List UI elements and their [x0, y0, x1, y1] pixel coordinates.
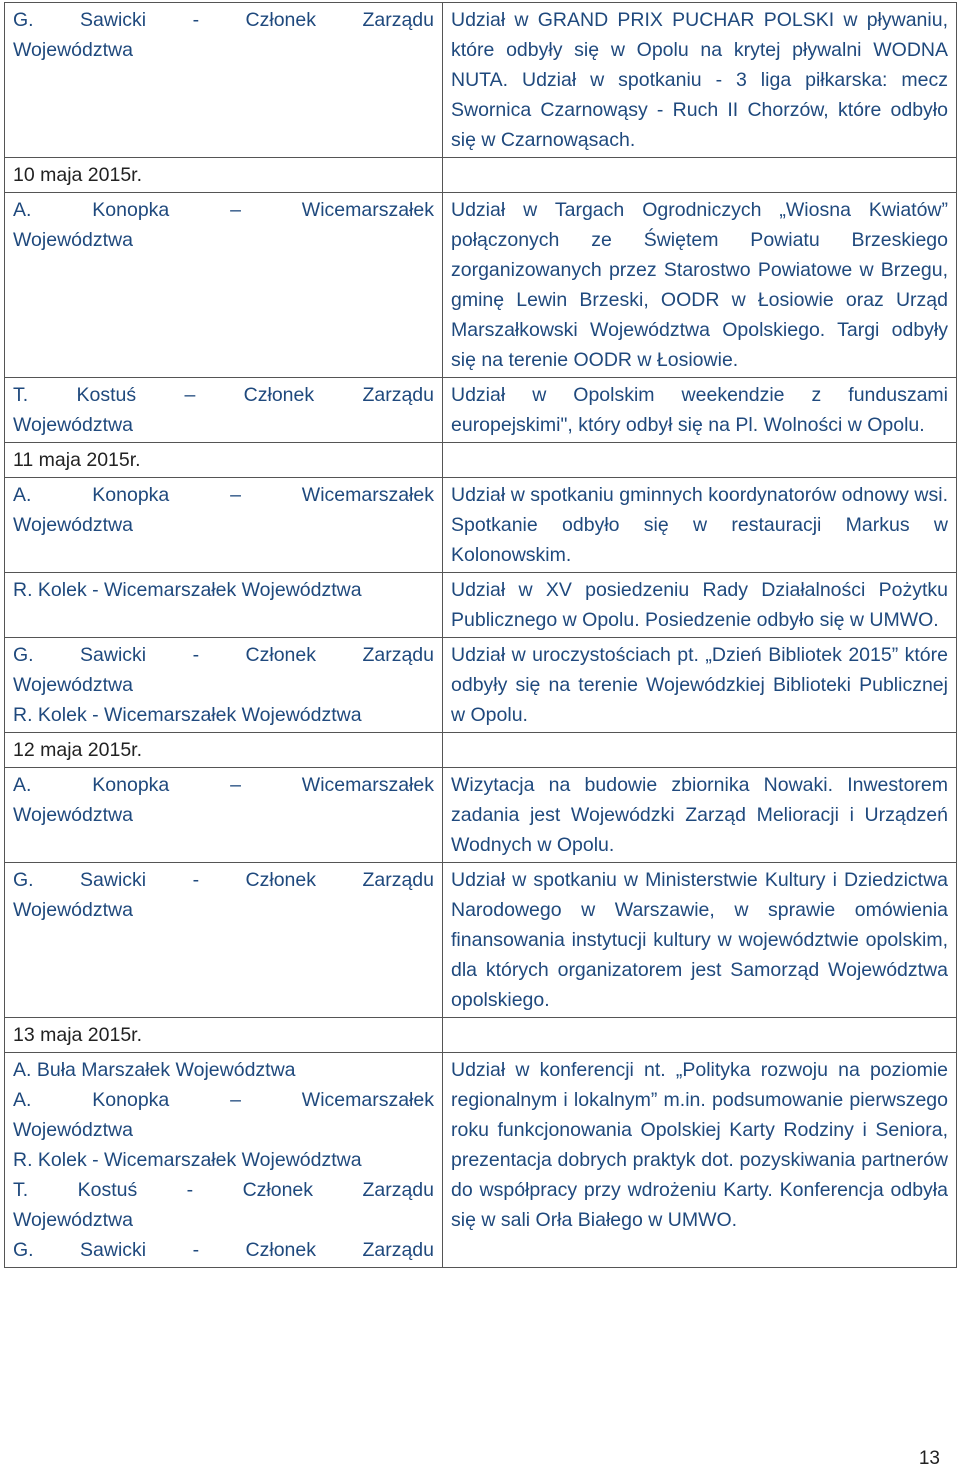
participant-line: G. Sawicki - Członek Zarządu — [13, 1239, 434, 1261]
event-description-cell: Udział w Opolskim weekendzie z funduszami europejskimi", który odbył się na Pl. Wolności w Opolu. — [443, 378, 957, 443]
participant-line: A. Konopka – Wicemarszałek — [13, 484, 434, 506]
participant-line: T. Kostuś - Członek Zarządu — [13, 1179, 434, 1201]
participant-line: Województwa — [13, 899, 133, 921]
event-description-cell: Udział w GRAND PRIX PUCHAR POLSKI w pływaniu, które odbyły się w Opolu na krytej pływalni WODNA NUTA. Udział w spotkaniu - 3 liga piłkarska: mecz Swornica Czarnowąsy - Ruch II Chorzów, które odbyło się w Czarnowąsach. — [443, 3, 957, 158]
participant-line: A. Konopka – Wicemarszałek — [13, 774, 434, 796]
page-number: 13 — [918, 1448, 940, 1469]
participant-line: A. Buła Marszałek Województwa — [13, 1059, 296, 1081]
entry-row — [5, 768, 957, 863]
participant-line: R. Kolek - Wicemarszałek Województwa — [13, 704, 362, 726]
event-description-cell: Udział w spotkaniu w Ministerstwie Kultury i Dziedzictwa Narodowego w Warszawie, w sprawie omówienia finansowania instytucji kultury w województwie opolskim, dla których organizatorem jest Samorząd Województwa opolskiego. — [443, 863, 957, 1018]
participant-line: R. Kolek - Wicemarszałek Województwa — [13, 579, 362, 601]
date-cell: 11 maja 2015r. — [5, 443, 443, 478]
empty-cell — [443, 1018, 957, 1053]
date-row — [5, 733, 957, 768]
participant-line: Województwa — [13, 1119, 133, 1141]
participant-line: T. Kostuś – Członek Zarządu — [13, 384, 434, 406]
schedule-body — [5, 3, 957, 1268]
participant-line: A. Konopka – Wicemarszałek — [13, 1089, 434, 1111]
event-description-cell: Udział w konferencji nt. „Polityka rozwoju na poziomie regionalnym i lokalnym” m.in. podsumowanie pierwszego roku funkcjonowania Opolskiej Karty Rodziny i Seniora, prezentacja dobrych praktyk dot. pozyskiwania partnerów do współpracy przy wdrożeniu Karty. Konferencja odbyła się w sali Orła Białego w UMWO. — [443, 1053, 957, 1268]
participant-line: A. Konopka – Wicemarszałek — [13, 199, 434, 221]
entry-row — [5, 478, 957, 573]
empty-cell — [443, 158, 957, 193]
entry-row — [5, 1053, 957, 1268]
date-row — [5, 1018, 957, 1053]
empty-cell — [443, 733, 957, 768]
entry-row — [5, 863, 957, 1018]
participants-cell — [5, 638, 443, 733]
participant-line: R. Kolek - Wicemarszałek Województwa — [13, 1149, 362, 1171]
entry-row — [5, 3, 957, 158]
event-description-cell: Udział w spotkaniu gminnych koordynatorów odnowy wsi. Spotkanie odbyło się w restauracji Markus w Kolonowskim. — [443, 478, 957, 573]
participant-line: Województwa — [13, 514, 133, 536]
entry-row — [5, 573, 957, 638]
entry-row — [5, 378, 957, 443]
participants-cell — [5, 193, 443, 378]
participants-cell — [5, 478, 443, 573]
event-description-cell: Udział w XV posiedzeniu Rady Działalności Pożytku Publicznego w Opolu. Posiedzenie odbyło się w UMWO. — [443, 573, 957, 638]
participant-line: Województwa — [13, 804, 133, 826]
participant-line: G. Sawicki - Członek Zarządu — [13, 9, 434, 31]
participants-cell — [5, 3, 443, 158]
event-description-cell: Udział w Targach Ogrodniczych „Wiosna Kwiatów” połączonych ze Świętem Powiatu Brzeskiego zorganizowanych przez Starostwo Powiatowe w Brzegu, gminę Lewin Brzeski, OODR w Łosiowie oraz Urząd Marszałkowski Województwa Opolskiego. Targi odbyły się na terenie OODR w Łosiowie. — [443, 193, 957, 378]
empty-cell — [443, 443, 957, 478]
participants-cell — [5, 1053, 443, 1268]
participants-cell — [5, 768, 443, 863]
schedule-table — [4, 2, 957, 1268]
participants-cell — [5, 378, 443, 443]
date-row — [5, 443, 957, 478]
participant-line: G. Sawicki - Członek Zarządu — [13, 869, 434, 891]
date-cell: 10 maja 2015r. — [5, 158, 443, 193]
participants-cell — [5, 863, 443, 1018]
entry-row — [5, 638, 957, 733]
date-cell: 13 maja 2015r. — [5, 1018, 443, 1053]
participant-line: Województwa — [13, 414, 133, 436]
participant-line: Województwa — [13, 1209, 133, 1231]
event-description-cell: Wizytacja na budowie zbiornika Nowaki. Inwestorem zadania jest Wojewódzki Zarząd Melioracji i Urządzeń Wodnych w Opolu. — [443, 768, 957, 863]
participant-line: Województwa — [13, 674, 133, 696]
entry-row — [5, 193, 957, 378]
participants-cell — [5, 573, 443, 638]
participant-line: Województwa — [13, 229, 133, 251]
participant-line: G. Sawicki - Członek Zarządu — [13, 644, 434, 666]
date-row — [5, 158, 957, 193]
date-cell: 12 maja 2015r. — [5, 733, 443, 768]
participant-line: Województwa — [13, 39, 133, 61]
event-description-cell: Udział w uroczystościach pt. „Dzień Bibliotek 2015” które odbyły się na terenie Wojewódzkiej Biblioteki Publicznej w Opolu. — [443, 638, 957, 733]
